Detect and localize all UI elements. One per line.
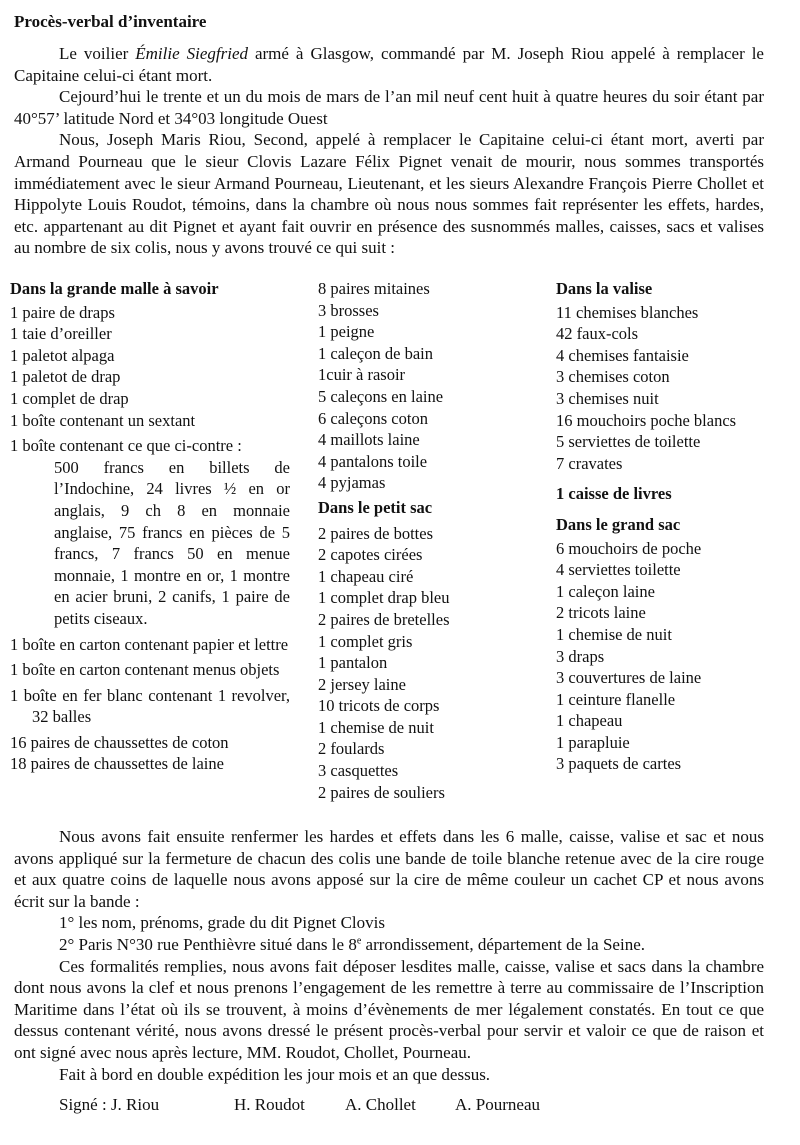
list-item: 16 mouchoirs poche blancs [556,410,737,430]
grande-malle-continued-list [318,278,538,494]
inventory-column-grande-malle [10,278,290,775]
list-item: 1 boîte en carton contenant papier et lettre [10,634,289,654]
list-item: 5 serviettes de toilette [556,432,701,452]
list-item: 1 paletot alpaga [10,345,115,365]
boite-contents-detail: 500 francs en billets de l’Indochine, 24 livres ½ en or anglais, 9 ch 8 en monnaie anglaise, 75 francs en pièces de 5 francs, 7 francs 50 en menue monnaie, 1 montre en or, 1 montre en acier bruni, 2 canifs, 1 paire de petits ciseaux. [54,457,290,628]
caisse-livres-heading: 1 caisse de livres [556,484,672,504]
list-item: 1 peigne [318,322,375,342]
document-title: Procès-verbal d’inventaire [14,12,207,31]
valise-heading: Dans la valise [556,279,653,298]
grand-sac-heading: Dans le grand sac [556,514,681,534]
signature-pourneau: A. Pourneau [455,1095,540,1114]
list-item: 1 complet gris [318,631,413,651]
list-item: 2 jersey laine [318,674,406,694]
list-item: 4 pantalons toile [318,451,428,471]
closing-item-2-start: 2° Paris N°30 rue Penthièvre situé dans le 8 [59,934,357,954]
list-item: 1 paire de draps [10,302,115,322]
list-item: 1 ceinture flanelle [556,689,676,709]
list-item: 3 paquets de cartes [556,754,682,774]
list-item: 3 chemises coton [556,367,670,387]
signature-chollet: A. Chollet [345,1095,416,1114]
grande-malle-list [10,302,290,775]
list-item-boite-contents [10,435,290,629]
list-item: 4 chemises fantaisie [556,345,689,365]
list-item: 2 paires de bottes [318,523,434,543]
list-item: 1cuir à rasoir [318,365,406,385]
boite-contents-label: 1 boîte contenant ce que ci-contre : [10,436,242,456]
list-item: 2 paires de bretelles [318,609,450,629]
closing-paragraph-2: Ces formalités remplies, nous avons fait déposer lesdites malle, caisse, valise et sacs dans la chambre dont nous avons la clef et nous prenons l’engagement de les remettre à terre au commissaire de l’Inscription Maritime dans l’état où ils se trouvent, à moins d’évènements de mer légalement constatés. En tout ce que dessus contenant vérité, nous avons dressé le présent procès-verbal pour servir et valoir ce que de raison et ont signé avec nous après lecture, MM. Roudot, Chollet, Pourneau. [14,956,764,1062]
closing-item-1: 1° les nom, prénoms, grade du dit Pignet Clovis [59,913,385,933]
list-item: 1 chemise de nuit [556,624,672,644]
closing-paragraph-1: Nous avons fait ensuite renfermer les hardes et effets dans les 6 malle, caisse, valise et sac et nous avons appliqué sur la fermeture de chacun des colis une bande de toile blanche retenue avec de la cire rouge et aux quatre coins de laquelle nous avons apposé sur la cire de même couleur un cachet CP et nous avons écrit sur la bande : [14,827,764,911]
list-item: 1 caleçon de bain [318,343,433,363]
list-item: 10 tricots de corps [318,696,440,716]
list-item: 1 pantalon [318,653,388,673]
list-item: 1 complet drap bleu [318,588,450,608]
signature-riou: Signé : J. Riou [59,1095,160,1114]
list-item: 1 boîte contenant un sextant [10,410,196,430]
list-item: 2 tricots laine [556,603,646,623]
list-item: 11 chemises blanches [556,302,699,322]
list-item: 1 taie d’oreiller [10,324,112,344]
list-item: 2 foulards [318,739,385,759]
list-item: 1 chemise de nuit [318,717,434,737]
list-item: 1 complet de drap [10,388,129,408]
petit-sac-list [318,523,538,804]
inventory-column-right [556,278,796,775]
intro-paragraph-1 [14,43,764,86]
list-item: 3 casquettes [318,761,399,781]
list-item: 6 caleçons coton [318,408,428,428]
intro-section [14,43,764,259]
closing-item-2 [14,934,764,956]
petit-sac-heading: Dans le petit sac [318,497,433,517]
list-item: 3 draps [556,646,605,666]
ship-name: Émilie Siegfried [135,44,248,63]
list-item: 4 maillots laine [318,430,420,450]
list-item: 6 mouchoirs de poche [556,538,702,558]
list-item: 3 chemises nuit [556,388,659,408]
closing-item-2-end: arrondissement, département de la Seine. [361,934,645,954]
list-item: 1 paletot de drap [10,367,121,387]
list-item: 2 capotes cirées [318,545,423,565]
grande-malle-heading: Dans la grande malle à savoir [10,279,219,298]
list-item: 42 faux-cols [556,324,639,344]
closing-paragraph-3: Fait à bord en double expédition les jour mois et an que dessus. [59,1064,491,1084]
list-item: 1 parapluie [556,732,630,752]
ordinal-superscript: e [356,935,362,947]
list-item: 3 brosses [318,300,379,320]
intro-p1-end: armé à Glasgow, commandé par M. Joseph Riou appelé à remplacer le Capitaine celui-ci étant mort. [14,44,764,85]
grand-sac-list [556,538,796,776]
list-item: 1 boîte en fer blanc contenant 1 revolver, 32 balles [10,685,290,727]
list-item: 18 paires de chaussettes de laine [10,754,224,774]
intro-paragraph-3: Nous, Joseph Maris Riou, Second, appelé à remplacer le Capitaine celui-ci étant mort, averti par Armand Pourneau que le sieur Clovis Lazare Félix Pignet venait de mourir, nous sommes transportés immédiatement avec le sieur Armand Pourneau, Lieutenant, et les sieurs Alexandre François Pierre Chollet et Hippolyte Louis Roudot, témoins, dans la chambre où nous nous sommes fait représenter les effets, hardes, etc. appartenant au dit Pignet et ayant fait ouvrir en présence des susnommés malles, caisses, sacs et valises au nombre de six colis, nous y avons trouvé ce qui suit : [14,130,764,258]
list-item: 4 serviettes toilette [556,560,681,580]
list-item: 3 couvertures de laine [556,668,702,688]
inventory-column-middle [318,278,538,803]
signatures-line [59,1094,540,1116]
closing-section [14,826,764,1085]
intro-paragraph-2: Cejourd’hui le trente et un du mois de mars de l’an mil neuf cent huit à quatre heures du soir étant par 40°57’ latitude Nord et 34°03 longitude Ouest [14,87,764,128]
list-item: 1 caleçon laine [556,581,655,601]
list-item: 2 paires de souliers [318,782,445,802]
list-item: 1 boîte en carton contenant menus objets [10,660,280,680]
list-item: 5 caleçons en laine [318,386,444,406]
list-item: 4 pyjamas [318,473,386,493]
list-item: 1 chapeau ciré [318,566,414,586]
list-item: 1 chapeau [556,711,623,731]
list-item: 7 cravates [556,453,623,473]
list-item: 16 paires de chaussettes de coton [10,732,229,752]
list-item: 8 paires mitaines [318,279,430,298]
valise-list [556,302,796,475]
signature-roudot: H. Roudot [234,1095,305,1114]
intro-p1-start: Le voilier [59,44,136,63]
